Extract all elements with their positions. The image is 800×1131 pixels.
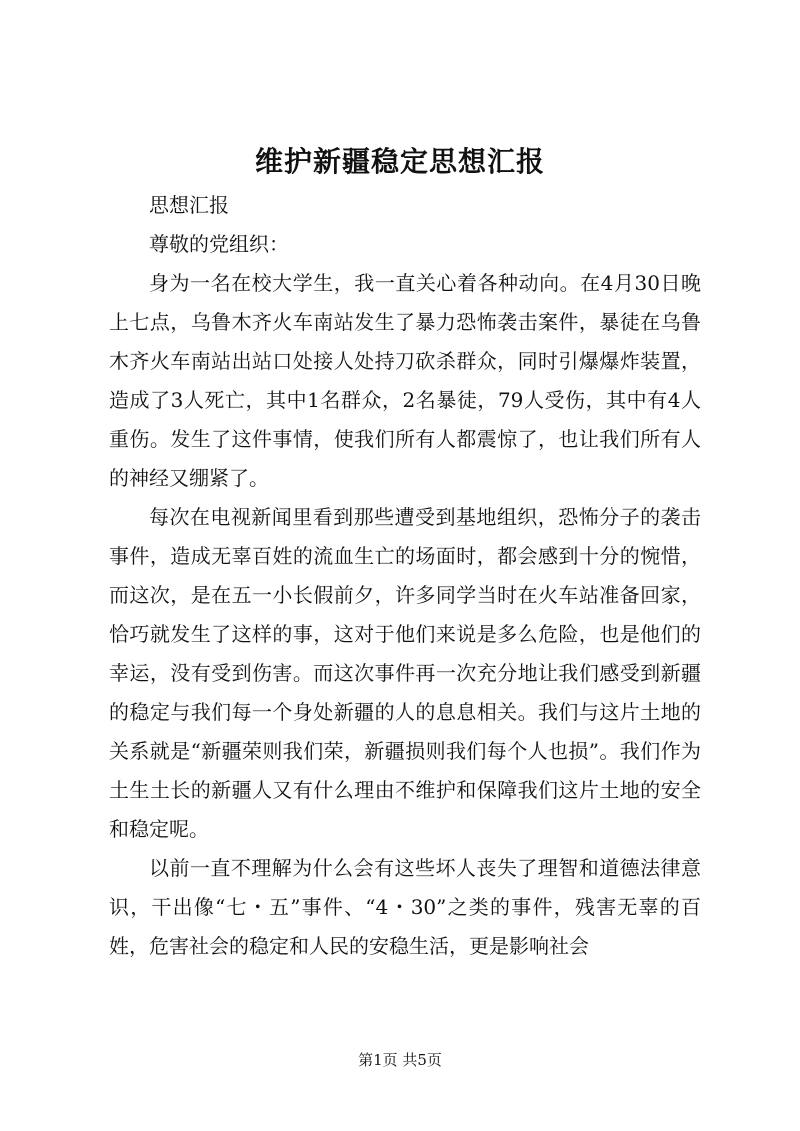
- paragraph-2: 每次在电视新闻里看到那些遭受到基地组织，恐怖分子的袭击事件，造成无辜百姓的流血生亡的场面时，都会感到十分的惋惜，而这次，是在五一小长假前夕，许多同学当时在火车站准备回家，恰巧就发生了这样的事，这对于他们来说是多么危险，也是他们的幸运，没有受到伤害。而这次事件再一次充分地让我们感受到新疆的稳定与我们每一个身处新疆的人的息息相关。我们与这片土地的关系就是“新疆荣则我们荣，新疆损则我们每个人也损”。我们作为土生土长的新疆人又有什么理由不维护和保障我们这片土地的安全和稳定呢。: [109, 505, 701, 841]
- paragraph-1: 身为一名在校大学生，我一直关心着各种动向。在4月30日晚上七点，乌鲁木齐火车南站发生了暴力恐怖袭击案件，暴徒在乌鲁木齐火车南站出站口处接人处持刀砍杀群众，同时引爆爆炸装置，造成了3人死亡，其中1名群众，2名暴徒，79人受伤，其中有4人重伤。发生了这件事情，使我们所有人都震惊了，也让我们所有人的神经又绷紧了。: [109, 271, 701, 490]
- page-footer: 第1页 共5页: [358, 1051, 442, 1069]
- paragraph-heading: 思想汇报: [149, 193, 229, 217]
- paragraph-3: 以前一直不理解为什么会有这些坏人丧失了理智和道德法律意识，干出像“七・五”事件、“4・30”之类的事件，残害无辜的百姓，危害社会的稳定和人民的安稳生活，更是影响社会: [109, 856, 701, 958]
- document-title: 维护新疆稳定思想汇报: [254, 145, 545, 178]
- document-body: [109, 186, 701, 966]
- paragraph-salutation: 尊敬的党组织：: [149, 232, 289, 256]
